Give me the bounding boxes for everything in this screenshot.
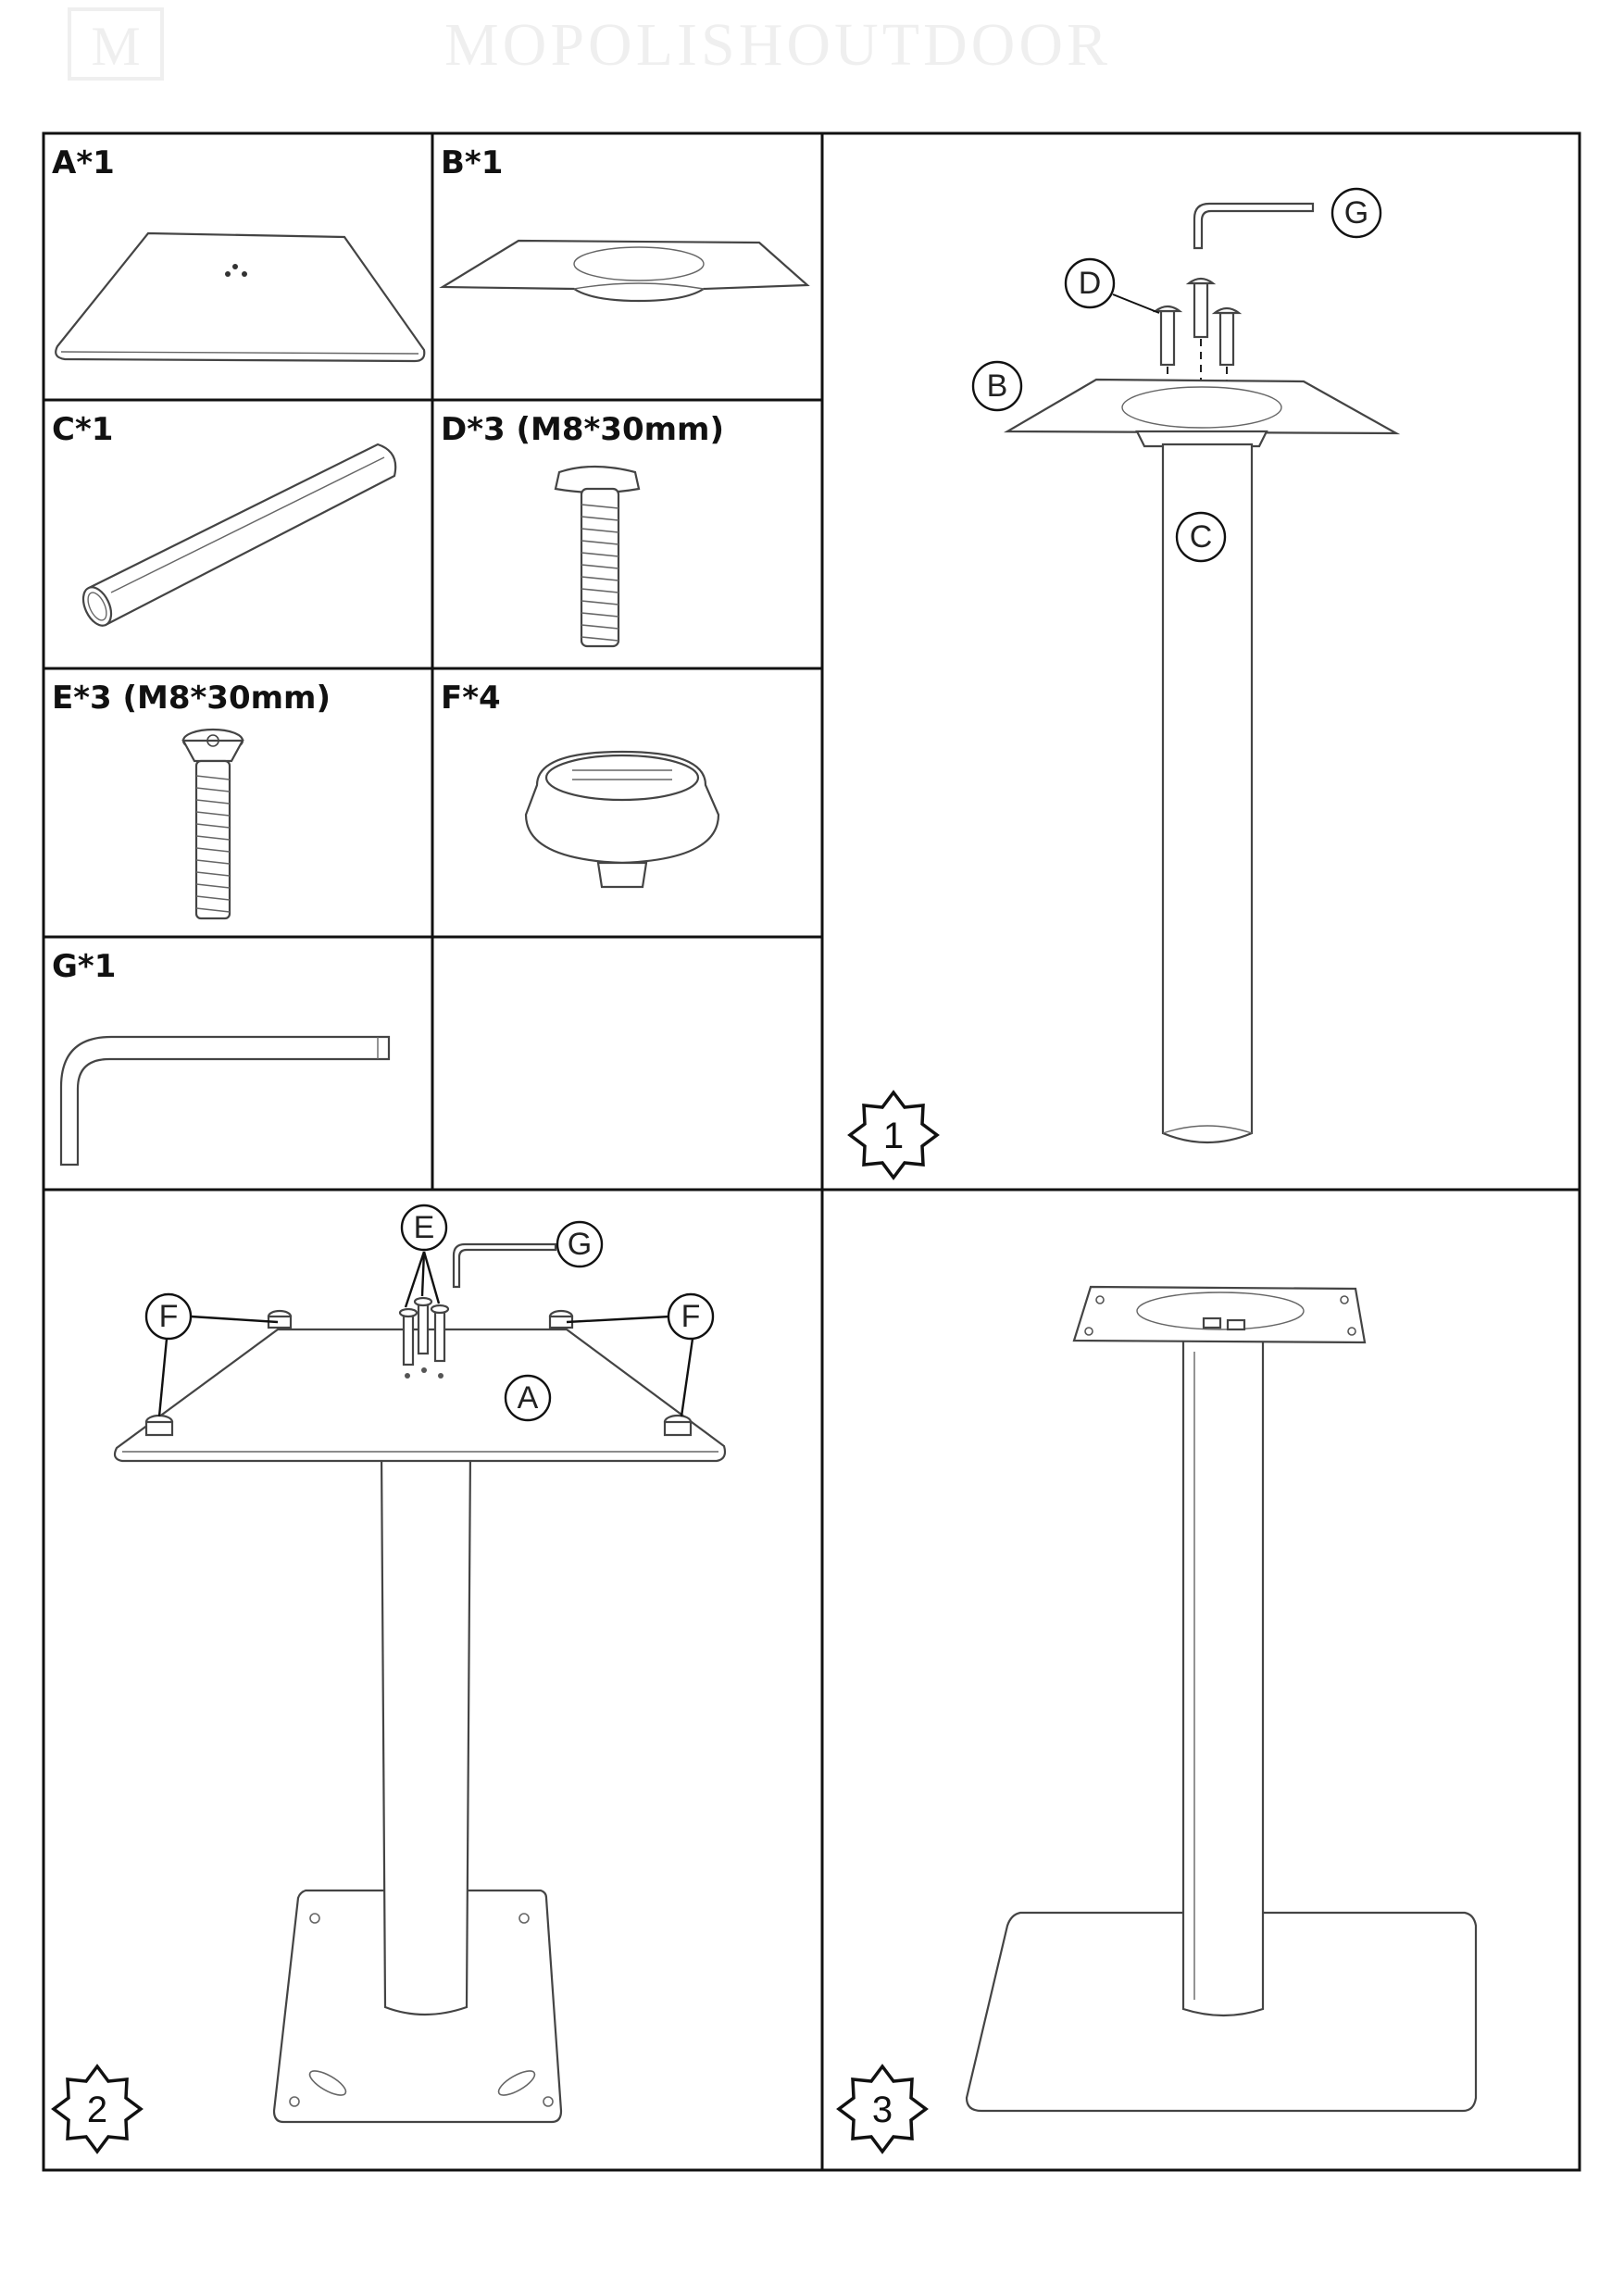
callout-d-text: D (1078, 266, 1102, 301)
step-1-panel (850, 189, 1396, 1178)
step-2-callout-g (557, 1222, 602, 1267)
step-3-badge (839, 2066, 926, 2152)
callout-f-left-text: F (158, 1299, 179, 1334)
step-3-number: 3 (871, 2090, 893, 2130)
step-2-callout-f-left (146, 1294, 191, 1339)
step-1-illustration (1007, 204, 1396, 1142)
step-2-panel (54, 1205, 725, 2152)
header (69, 9, 1111, 79)
step-3-illustration (967, 1287, 1476, 2111)
callout-f-right-text: F (681, 1299, 701, 1334)
step-2-badge (54, 2066, 141, 2152)
part-g-label: G*1 (52, 948, 117, 985)
part-e-label: E*3 (M8*30mm) (52, 680, 331, 717)
part-a-label: A*1 (52, 144, 115, 181)
step-3-panel (839, 1287, 1476, 2152)
brand-logo-text: M (91, 16, 141, 77)
part-c-cell (52, 411, 395, 630)
step-2-illustration (115, 1244, 725, 2122)
callout-a-text: A (517, 1380, 539, 1416)
step-2-callout-e (402, 1205, 446, 1250)
layout-grid (44, 133, 1580, 2170)
bolt-d-illustration (556, 467, 639, 646)
callout-b-text: B (986, 368, 1008, 404)
step-1-callout-b (973, 362, 1021, 410)
part-g-cell (52, 948, 389, 1165)
base-plate-illustration (56, 233, 424, 361)
part-d-label: D*3 (M8*30mm) (441, 411, 725, 448)
part-a-cell (52, 144, 424, 361)
bolt-e-illustration (183, 730, 243, 918)
part-f-label: F*4 (441, 680, 501, 717)
step-1-badge (850, 1092, 937, 1178)
step-1-callout-d (1066, 259, 1114, 307)
top-plate-illustration (443, 241, 807, 301)
callout-c-text: C (1189, 519, 1213, 555)
step-2-number: 2 (86, 2090, 108, 2130)
brand-title: MOPOLISHOUTDOOR (444, 11, 1112, 79)
part-d-cell (441, 411, 724, 646)
part-c-label: C*1 (52, 411, 114, 448)
step-1-number: 1 (882, 1116, 905, 1156)
part-b-label: B*1 (441, 144, 504, 181)
callout-g2-text: G (567, 1227, 593, 1262)
part-f-cell (441, 680, 718, 887)
step-2-callout-f-right (668, 1294, 713, 1339)
step-1-callout-g (1332, 189, 1380, 237)
step-1-callout-c (1177, 513, 1225, 561)
part-e-cell (52, 680, 331, 918)
callout-g-text: G (1343, 195, 1369, 231)
hex-key-illustration (61, 1037, 389, 1165)
part-b-cell (441, 144, 807, 301)
tube-illustration (78, 444, 395, 630)
foot-glide-illustration (526, 752, 718, 887)
callout-e-text: E (413, 1210, 435, 1245)
step-2-callout-a (506, 1376, 550, 1420)
